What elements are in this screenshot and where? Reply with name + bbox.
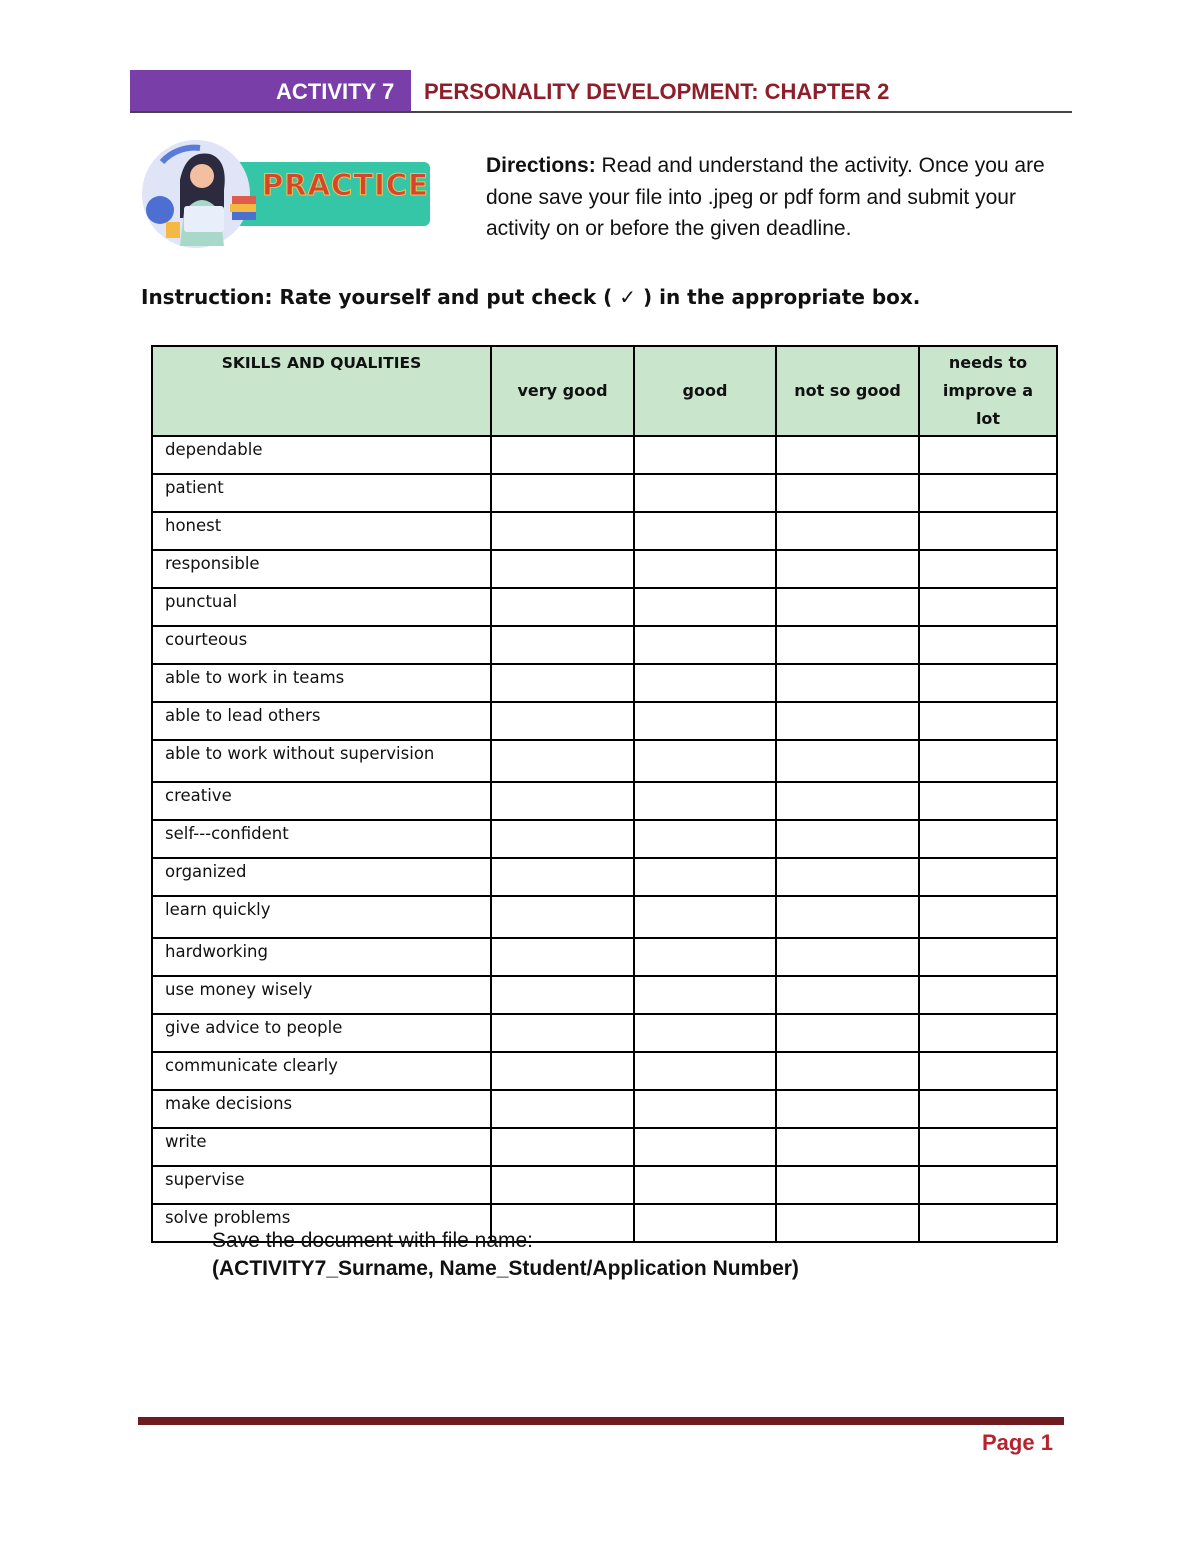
- rating-checkbox-cell[interactable]: [776, 550, 919, 588]
- rating-checkbox-cell[interactable]: [919, 1014, 1057, 1052]
- footer-bar: [138, 1417, 1064, 1425]
- table-row: [152, 976, 1057, 1014]
- rating-checkbox-cell[interactable]: [491, 702, 634, 740]
- rating-checkbox-cell[interactable]: [776, 1014, 919, 1052]
- table-row: [152, 664, 1057, 702]
- rating-checkbox-cell[interactable]: [919, 976, 1057, 1014]
- rating-checkbox-cell[interactable]: [491, 896, 634, 938]
- rating-checkbox-cell[interactable]: [634, 782, 776, 820]
- table-header-row: [152, 346, 1057, 436]
- rating-checkbox-cell[interactable]: [634, 1052, 776, 1090]
- table-body: [152, 436, 1057, 1242]
- rating-checkbox-cell[interactable]: [491, 550, 634, 588]
- skill-label: able to work in teams: [152, 664, 491, 702]
- table-row: [152, 1090, 1057, 1128]
- rating-checkbox-cell[interactable]: [491, 436, 634, 474]
- instruction-text: Instruction: Rate yourself and put check ( ✓ ) in the appropriate box.: [141, 285, 921, 309]
- rating-checkbox-cell[interactable]: [776, 436, 919, 474]
- table-row: [152, 1128, 1057, 1166]
- skill-label: able to lead others: [152, 702, 491, 740]
- rating-checkbox-cell[interactable]: [776, 896, 919, 938]
- rating-checkbox-cell[interactable]: [919, 1128, 1057, 1166]
- rating-checkbox-cell[interactable]: [776, 1090, 919, 1128]
- header-not-so-good: not so good: [776, 346, 919, 436]
- rating-checkbox-cell[interactable]: [491, 1052, 634, 1090]
- rating-checkbox-cell[interactable]: [634, 588, 776, 626]
- table-row: [152, 702, 1057, 740]
- rating-checkbox-cell[interactable]: [919, 436, 1057, 474]
- save-note-line: Save the document with file name:: [212, 1229, 534, 1252]
- header-needs-to-improve: [919, 346, 1057, 436]
- header-skills-and-qualities: SKILLS AND QUALITIES: [152, 346, 491, 436]
- rating-checkbox-cell[interactable]: [919, 1204, 1057, 1242]
- rating-checkbox-cell[interactable]: [919, 550, 1057, 588]
- rating-checkbox-cell[interactable]: [634, 702, 776, 740]
- rating-checkbox-cell[interactable]: [491, 626, 634, 664]
- skill-label: write: [152, 1128, 491, 1166]
- skill-label: patient: [152, 474, 491, 512]
- chapter-title: PERSONALITY DEVELOPMENT: CHAPTER 2: [424, 79, 890, 104]
- rating-checkbox-cell[interactable]: [634, 938, 776, 976]
- table-row: [152, 1052, 1057, 1090]
- skill-label: able to work without supervision: [152, 740, 491, 782]
- table-row: [152, 1166, 1057, 1204]
- directions-text: [486, 150, 1066, 245]
- rating-checkbox-cell[interactable]: [491, 512, 634, 550]
- woman-with-laptop-illustration: [140, 140, 258, 248]
- table-row: [152, 1014, 1057, 1052]
- rating-checkbox-cell[interactable]: [634, 896, 776, 938]
- rating-checkbox-cell[interactable]: [776, 976, 919, 1014]
- skill-label: supervise: [152, 1166, 491, 1204]
- rating-checkbox-cell[interactable]: [491, 820, 634, 858]
- rating-checkbox-cell[interactable]: [634, 1128, 776, 1166]
- skill-label: learn quickly: [152, 896, 491, 938]
- skill-label: honest: [152, 512, 491, 550]
- rating-checkbox-cell[interactable]: [776, 702, 919, 740]
- table-row: [152, 740, 1057, 782]
- skills-rating-table: [151, 345, 1058, 1243]
- table-row: [152, 512, 1057, 550]
- table-row: [152, 626, 1057, 664]
- rating-checkbox-cell[interactable]: [776, 820, 919, 858]
- header-divider: [130, 111, 1072, 113]
- rating-checkbox-cell[interactable]: [491, 938, 634, 976]
- rating-checkbox-cell[interactable]: [634, 436, 776, 474]
- rating-checkbox-cell[interactable]: [491, 664, 634, 702]
- skill-label: hardworking: [152, 938, 491, 976]
- header-good: good: [634, 346, 776, 436]
- skill-label: make decisions: [152, 1090, 491, 1128]
- rating-checkbox-cell[interactable]: [491, 1014, 634, 1052]
- rating-checkbox-cell[interactable]: [491, 782, 634, 820]
- table-row: [152, 938, 1057, 976]
- rating-checkbox-cell[interactable]: [919, 740, 1057, 782]
- rating-checkbox-cell[interactable]: [634, 550, 776, 588]
- rating-checkbox-cell[interactable]: [919, 858, 1057, 896]
- rating-checkbox-cell[interactable]: [919, 626, 1057, 664]
- rating-checkbox-cell[interactable]: [634, 474, 776, 512]
- rating-checkbox-cell[interactable]: [634, 664, 776, 702]
- rating-checkbox-cell[interactable]: [491, 1166, 634, 1204]
- rating-checkbox-cell[interactable]: [634, 820, 776, 858]
- rating-checkbox-cell[interactable]: [919, 1052, 1057, 1090]
- rating-checkbox-cell[interactable]: [634, 512, 776, 550]
- rating-checkbox-cell[interactable]: [634, 1014, 776, 1052]
- rating-checkbox-cell[interactable]: [491, 740, 634, 782]
- rating-checkbox-cell[interactable]: [919, 702, 1057, 740]
- header-very-good: very good: [491, 346, 634, 436]
- table-row: [152, 550, 1057, 588]
- rating-checkbox-cell[interactable]: [919, 896, 1057, 938]
- rating-checkbox-cell[interactable]: [919, 938, 1057, 976]
- skill-label: organized: [152, 858, 491, 896]
- rating-checkbox-cell[interactable]: [776, 664, 919, 702]
- skill-label: punctual: [152, 588, 491, 626]
- skill-label: give advice to people: [152, 1014, 491, 1052]
- table-row: [152, 588, 1057, 626]
- skill-label: dependable: [152, 436, 491, 474]
- rating-checkbox-cell[interactable]: [776, 474, 919, 512]
- rating-checkbox-cell[interactable]: [634, 1090, 776, 1128]
- skill-label: use money wisely: [152, 976, 491, 1014]
- rating-checkbox-cell[interactable]: [776, 588, 919, 626]
- file-name-format: (ACTIVITY7_Surname, Name_Student/Application Number): [212, 1257, 799, 1280]
- table-row: [152, 474, 1057, 512]
- activity-label: ACTIVITY 7: [130, 70, 411, 112]
- rating-checkbox-cell[interactable]: [776, 858, 919, 896]
- rating-checkbox-cell[interactable]: [776, 782, 919, 820]
- rating-checkbox-cell[interactable]: [634, 858, 776, 896]
- rating-checkbox-cell[interactable]: [776, 1052, 919, 1090]
- rating-checkbox-cell[interactable]: [776, 938, 919, 976]
- rating-checkbox-cell[interactable]: [491, 588, 634, 626]
- skill-label: communicate clearly: [152, 1052, 491, 1090]
- header-needs-to-improve-label: needs to improve a lot: [942, 353, 1034, 428]
- rating-checkbox-cell[interactable]: [491, 474, 634, 512]
- skill-label: courteous: [152, 626, 491, 664]
- table-row: [152, 896, 1057, 938]
- rating-checkbox-cell[interactable]: [919, 588, 1057, 626]
- rating-checkbox-cell[interactable]: [776, 1128, 919, 1166]
- rating-checkbox-cell[interactable]: [491, 1128, 634, 1166]
- rating-checkbox-cell[interactable]: [919, 1166, 1057, 1204]
- rating-checkbox-cell[interactable]: [919, 820, 1057, 858]
- rating-checkbox-cell[interactable]: [919, 782, 1057, 820]
- save-note: [212, 1227, 799, 1283]
- rating-checkbox-cell[interactable]: [634, 626, 776, 664]
- practice-label: PRACTICE: [262, 168, 429, 202]
- skill-label: responsible: [152, 550, 491, 588]
- rating-checkbox-cell[interactable]: [634, 1166, 776, 1204]
- table-row: [152, 858, 1057, 896]
- rating-checkbox-cell[interactable]: [776, 512, 919, 550]
- skill-label: self---confident: [152, 820, 491, 858]
- rating-checkbox-cell[interactable]: [634, 740, 776, 782]
- skill-label: creative: [152, 782, 491, 820]
- table-row: [152, 820, 1057, 858]
- rating-checkbox-cell[interactable]: [776, 740, 919, 782]
- rating-checkbox-cell[interactable]: [776, 626, 919, 664]
- page-number: Page 1: [982, 1430, 1053, 1455]
- directions-lead: Directions:: [486, 154, 596, 177]
- rating-checkbox-cell[interactable]: [491, 858, 634, 896]
- directions-body: Read and understand the activity. Once you are done save your file into .jpeg or pdf form and submit your activity on or before the given deadline.: [486, 154, 1045, 240]
- rating-checkbox-cell[interactable]: [491, 976, 634, 1014]
- rating-checkbox-cell[interactable]: [919, 512, 1057, 550]
- rating-checkbox-cell[interactable]: [919, 474, 1057, 512]
- rating-checkbox-cell[interactable]: [491, 1090, 634, 1128]
- rating-checkbox-cell[interactable]: [919, 664, 1057, 702]
- rating-checkbox-cell[interactable]: [919, 1090, 1057, 1128]
- table-row: [152, 782, 1057, 820]
- table-row: [152, 436, 1057, 474]
- rating-checkbox-cell[interactable]: [776, 1166, 919, 1204]
- rating-checkbox-cell[interactable]: [634, 976, 776, 1014]
- skill-label: solve problems: [152, 1204, 491, 1242]
